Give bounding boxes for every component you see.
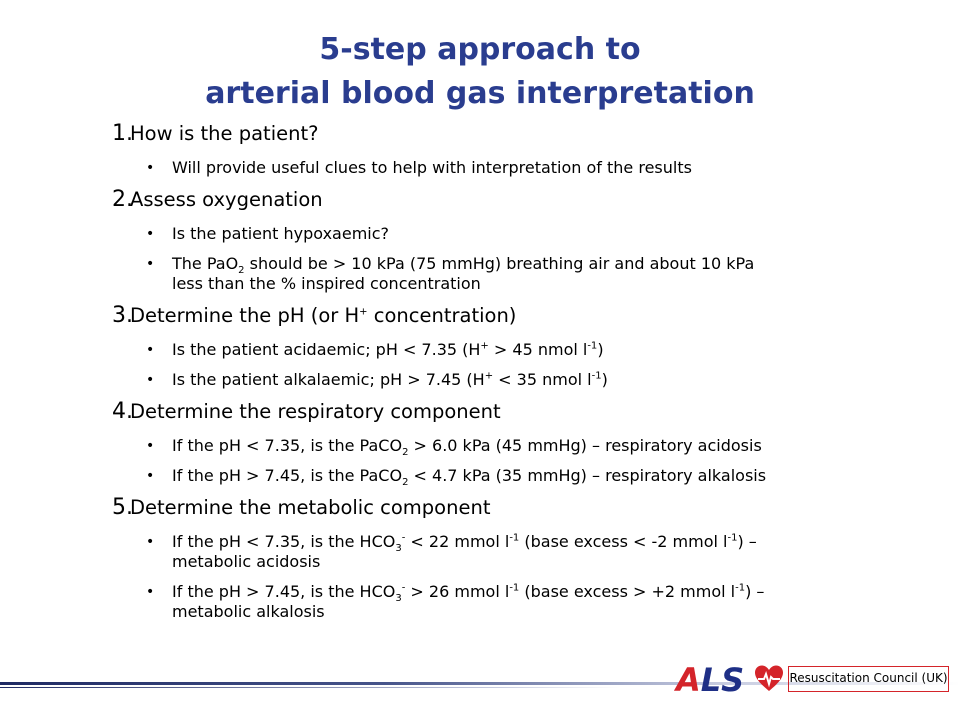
slide-title-line-2: arterial blood gas interpretation <box>205 76 755 111</box>
bullet-5-1: • If the pH < 7.35, is the $HCO_3^- < 22$ mmol $l^{-1}$ (base excess < -2 mmol $l^{-1}$) – metabolic acidosis <box>112 532 902 572</box>
bullet-2-2: • The PaO$_2$ should be > 10 kPa (75 mmHg) breathing air and about 10 kPa less than the % inspired concentration <box>112 254 902 294</box>
step-label: Determine the pH (or H+ concentration) <box>130 304 517 327</box>
slide-title <box>0 28 960 116</box>
bullet-4-2: • If the pH > 7.45, is the PaCO$_2$ < 4.7 kPa (35 mmHg) – respiratory alkalosis <box>112 466 902 486</box>
als-wordmark: ALS <box>676 661 745 699</box>
step-number: 5. <box>112 495 133 520</box>
step-number: 1. <box>112 121 133 146</box>
bullet-2-1: • Is the patient hypoxaemic? <box>112 224 902 244</box>
bullet-5-2: • If the pH > 7.45, is the $HCO_3^- > 26$ mmol $l^{-1}$ (base excess > +2 mmol $l^{-1}$) – metabolic alkalosis <box>112 582 902 622</box>
bullet-3-2: • Is the patient alkalaemic; pH > 7.45 (H+ < 35 nmol $l^{-1}$) <box>112 370 902 390</box>
heart-icon <box>754 664 784 694</box>
step-label: Assess oxygenation <box>130 188 323 211</box>
steps-list <box>112 120 902 622</box>
bullet-3-1: • Is the patient acidaemic; pH < 7.35 (H+ > 45 nmol $l^{-1}$) <box>112 340 902 360</box>
step-label: How is the patient? <box>130 122 319 145</box>
step-number: 4. <box>112 399 133 424</box>
step-label: Determine the respiratory component <box>130 400 501 423</box>
bullet-1-1: • Will provide useful clues to help with interpretation of the results <box>112 158 902 178</box>
step-1 <box>112 120 902 148</box>
footer-divider-thin <box>0 687 620 688</box>
resuscitation-council-label: Resuscitation Council (UK) <box>788 666 949 692</box>
step-2 <box>112 186 902 214</box>
slide-title-line-1: 5-step approach to <box>319 32 641 67</box>
step-4 <box>112 398 902 426</box>
step-number: 2. <box>112 187 133 212</box>
step-5 <box>112 494 902 522</box>
als-logo <box>676 660 951 700</box>
step-number: 3. <box>112 303 133 328</box>
step-label: Determine the metabolic component <box>130 496 491 519</box>
step-3 <box>112 302 902 330</box>
bullet-4-1: • If the pH < 7.35, is the PaCO$_2$ > 6.0 kPa (45 mmHg) – respiratory acidosis <box>112 436 902 456</box>
